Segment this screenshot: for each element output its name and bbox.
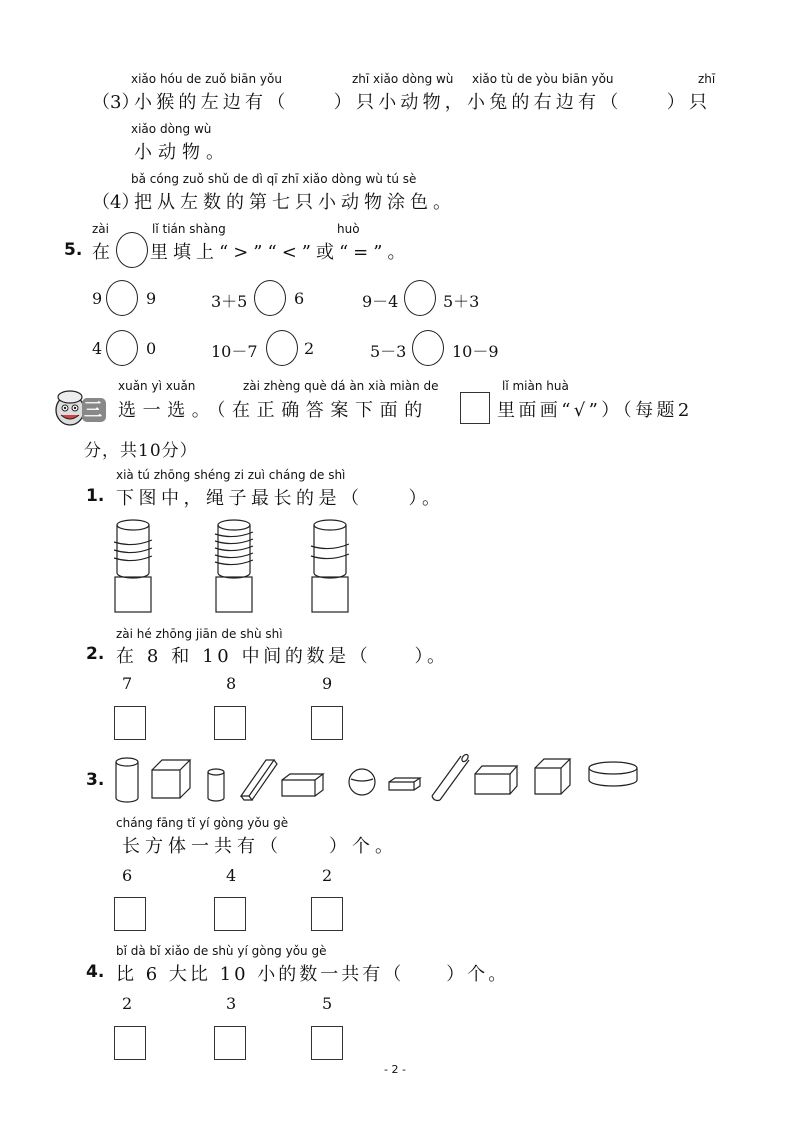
answer-box-sample: [460, 392, 490, 424]
s2-text: 在 8 和 10 中间的数是（ ）。: [116, 646, 449, 667]
compare-right-4: 0: [146, 339, 157, 358]
q3-prefix: （3）: [92, 92, 140, 113]
s2-option-1: 7: [122, 674, 133, 693]
q4-text: 把从左数的第七只小动物涂色。: [134, 192, 456, 213]
q5-pre: 在: [92, 242, 112, 263]
mascot-icon: [52, 388, 112, 430]
s4-number: 4.: [86, 962, 105, 982]
section3-title: 选一选。（在正确答案下面的: [118, 400, 429, 421]
compare-right-6: 10－9: [452, 342, 499, 361]
s4-pinyin: bǐ dà bǐ xiǎo de shù yí gòng yǒu gè: [116, 944, 327, 958]
q3-line2-pinyin: xiǎo dòng wù: [131, 122, 212, 136]
q3-text: 小猴的左边有（ ）只小动物，小兔的右边有（ ）只: [134, 92, 712, 113]
s4-option-3: 5: [322, 994, 333, 1013]
s2-option-2: 8: [226, 674, 237, 693]
q5-post: 里填上“>”“<”或“=”。: [150, 242, 411, 263]
q3-pinyin-1: xiǎo hóu de zuǒ biān yǒu: [131, 72, 282, 86]
compare-circle-4[interactable]: [106, 330, 138, 366]
compare-left-2: 3＋5: [211, 292, 248, 311]
s4-option-1: 2: [122, 994, 133, 1013]
s1-text: 下图中，绳子最长的是（ ）。: [116, 488, 445, 509]
q5-pinyin-2: lǐ tián shàng: [152, 222, 226, 236]
s3-answer-box-2[interactable]: [214, 897, 246, 931]
q5-pinyin-3: huò: [337, 222, 360, 236]
s2-number: 2.: [86, 644, 105, 664]
compare-left-4: 4: [92, 339, 103, 358]
section3-pinyin-3: lǐ miàn huà: [502, 379, 569, 393]
compare-left-6: 5－3: [370, 342, 407, 361]
s2-answer-box-1[interactable]: [114, 706, 146, 740]
solid-shapes-figure: [110, 752, 670, 808]
s4-text: 比 6 大比 10 小的数一共有（ ）个。: [116, 964, 510, 985]
page-number: - 2 -: [384, 1063, 406, 1076]
s3-answer-box-1[interactable]: [114, 897, 146, 931]
compare-right-5: 2: [304, 339, 315, 358]
compare-circle-1[interactable]: [106, 280, 138, 316]
s2-answer-box-2[interactable]: [214, 706, 246, 740]
compare-right-3: 5＋3: [443, 292, 480, 311]
q4-prefix: （4）: [92, 192, 140, 213]
s1-pinyin: xià tú zhōng shéng zi zuì cháng de shì: [116, 468, 346, 482]
compare-circle-2[interactable]: [254, 280, 286, 316]
section3-label: 三: [84, 400, 102, 421]
compare-left-5: 10－7: [211, 342, 258, 361]
compare-right-1: 9: [146, 289, 157, 308]
q3-line2: 小动物。: [134, 142, 230, 163]
s3-answer-box-3[interactable]: [311, 897, 343, 931]
compare-left-1: 9: [92, 289, 103, 308]
compare-left-3: 9－4: [362, 292, 399, 311]
compare-right-2: 6: [294, 289, 305, 308]
q4-pinyin: bǎ cóng zuǒ shǔ de dì qī zhī xiǎo dòng wù tú sè: [131, 172, 417, 186]
section3-title-post: 里面画“√”）（每题2: [497, 400, 693, 421]
section3-title-line2: 分，共10分）: [84, 441, 198, 461]
q5-pinyin-1: zài: [92, 222, 109, 236]
s3-pinyin: cháng fāng tǐ yí gòng yǒu gè: [116, 816, 289, 830]
compare-circle-blank: [116, 232, 148, 268]
q3-pinyin-4: zhī: [698, 72, 716, 86]
s2-option-3: 9: [322, 674, 333, 693]
q3-pinyin-2: zhī xiǎo dòng wù: [352, 72, 454, 86]
compare-circle-6[interactable]: [412, 330, 444, 366]
rope-cylinders-figure: [110, 515, 370, 615]
compare-circle-3[interactable]: [404, 280, 436, 316]
s3-number: 3.: [86, 770, 105, 790]
s2-pinyin: zài hé zhōng jiān de shù shì: [116, 627, 283, 641]
s3-option-3: 2: [322, 866, 333, 885]
s4-option-2: 3: [226, 994, 237, 1013]
s3-option-2: 4: [226, 866, 237, 885]
s3-option-1: 6: [122, 866, 133, 885]
q3-pinyin-3: xiǎo tù de yòu biān yǒu: [472, 72, 614, 86]
s4-answer-box-1[interactable]: [114, 1026, 146, 1060]
s4-answer-box-3[interactable]: [311, 1026, 343, 1060]
section3-pinyin-2: zài zhèng què dá àn xià miàn de: [243, 379, 439, 393]
section3-pinyin-1: xuǎn yì xuǎn: [118, 379, 196, 393]
s4-answer-box-2[interactable]: [214, 1026, 246, 1060]
s1-number: 1.: [86, 486, 105, 506]
s2-answer-box-3[interactable]: [311, 706, 343, 740]
s3-text: 长方体一共有（ ）个。: [122, 836, 398, 857]
compare-circle-5[interactable]: [266, 330, 298, 366]
q5-number: 5.: [64, 240, 83, 260]
